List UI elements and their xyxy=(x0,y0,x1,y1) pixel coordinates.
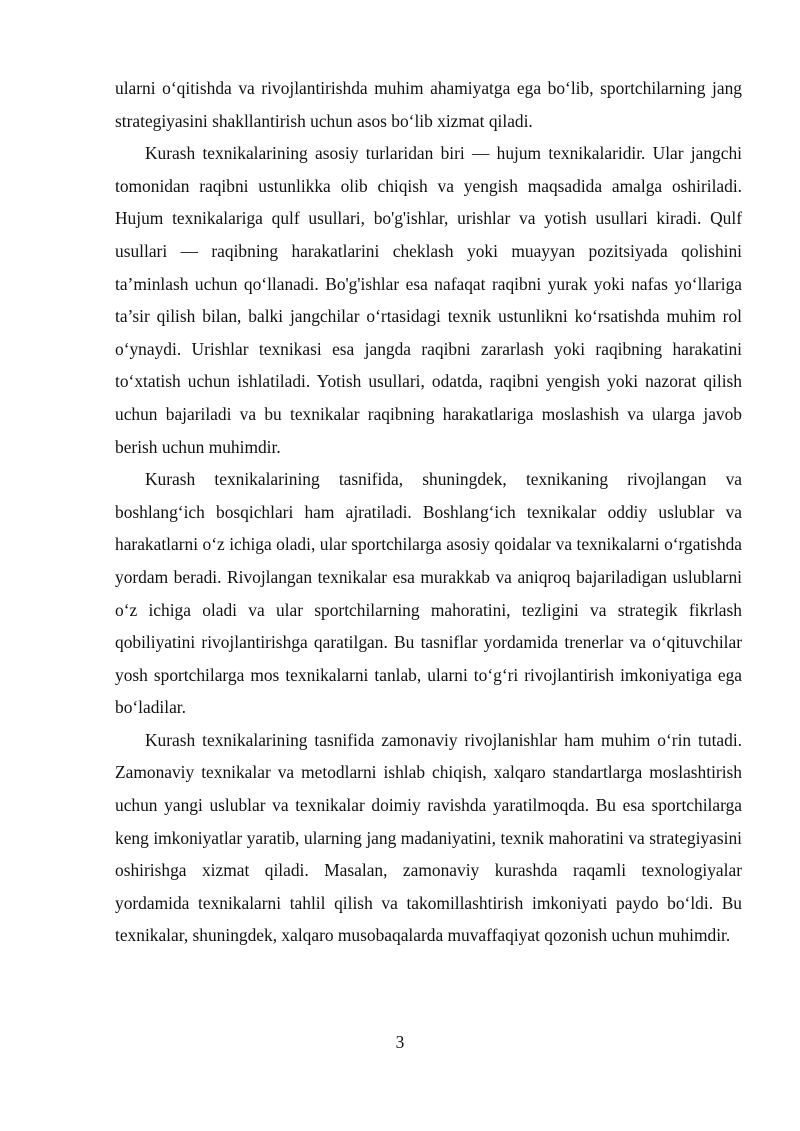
paragraph-attack-techniques: Kurash texnikalarining asosiy turlaridan biri — hujum texnikalaridir. Ular jangchi tomonidan raqibni ustunlikka olib chiqish va yengish maqsadida amalga oshiriladi. Hujum texnikalariga qulf usullari, bo'g'ishlar, urishlar va yotish usullari kiradi. Qulf usullari — raqibning harakatlarini cheklash yoki muayyan pozitsiyada qolishini ta’minlash uchun qo‘llanadi. Bo'g'ishlar esa nafaqat raqibni yurak yoki nafas yo‘llariga ta’sir qilish bilan, balki jangchilar o‘rtasidagi texnik ustunlikni ko‘rsatishda muhim rol o‘ynaydi. Urishlar texnikasi esa jangda raqibni zararlash yoki raqibning harakatini to‘xtatish uchun ishlatiladi. Yotish usullari, odatda, raqibni yengish yoki nazorat qilish uchun bajariladi va bu texnikalar raqibning harakatlariga moslashish va ularga javob berish uchun muhimdir. xyxy=(115,143,742,457)
paragraph-technique-stages: Kurash texnikalarining tasnifida, shuningdek, texnikaning rivojlangan va boshlang‘ich bosqichlari ham ajratiladi. Boshlang‘ich texnikalar oddiy uslublar va harakatlarni o‘z ichiga oladi, ular sportchilarga asosiy qoidalar va texnikalarni o‘rgatishda yordam beradi. Rivojlangan texnikalar esa murakkab va aniqroq bajariladigan uslublarni o‘z ichiga oladi va ular sportchilarning mahoratini, tezligini va strategik fikrlash qobiliyatini rivojlantirishga qaratilgan. Bu tasniflar yordamida trenerlar va o‘qituvchilar yosh sportchilarga mos texnikalarni tanlab, ularni to‘g‘ri rivojlantirish imkoniyatiga ega bo‘ladilar. xyxy=(115,469,742,718)
paragraph-modern-developments: Kurash texnikalarining tasnifida zamonaviy rivojlanishlar ham muhim o‘rin tutadi. Zamonaviy texnikalar va metodlarni ishlab chiqish, xalqaro standartlarga moslashtirish uchun yangi uslublar va texnikalar doimiy ravishda yaratilmoqda. Bu esa sportchilarga keng imkoniyatlar yaratib, ularning jang madaniyatini, texnik mahoratini va strategiyasini oshirishga xizmat qiladi. Masalan, zamonaviy kurashda raqamli texnologiyalar yordamida texnikalarni tahlil qilish va takomillashtirish imkoniyati paydo bo‘ldi. Bu texnikalar, shuningdek, xalqaro musobaqalarda muvaffaqiyat qozonish uchun muhimdir. xyxy=(115,729,742,946)
paragraph-continuation: ularni o‘qitishda va rivojlantirishda muhim ahamiyatga ega bo‘lib, sportchilarning jang strategiyasini shakllantirish uchun asos bo‘lib xizmat qiladi. xyxy=(115,78,742,131)
page-number: 3 xyxy=(395,1032,405,1052)
document-page xyxy=(115,72,742,952)
